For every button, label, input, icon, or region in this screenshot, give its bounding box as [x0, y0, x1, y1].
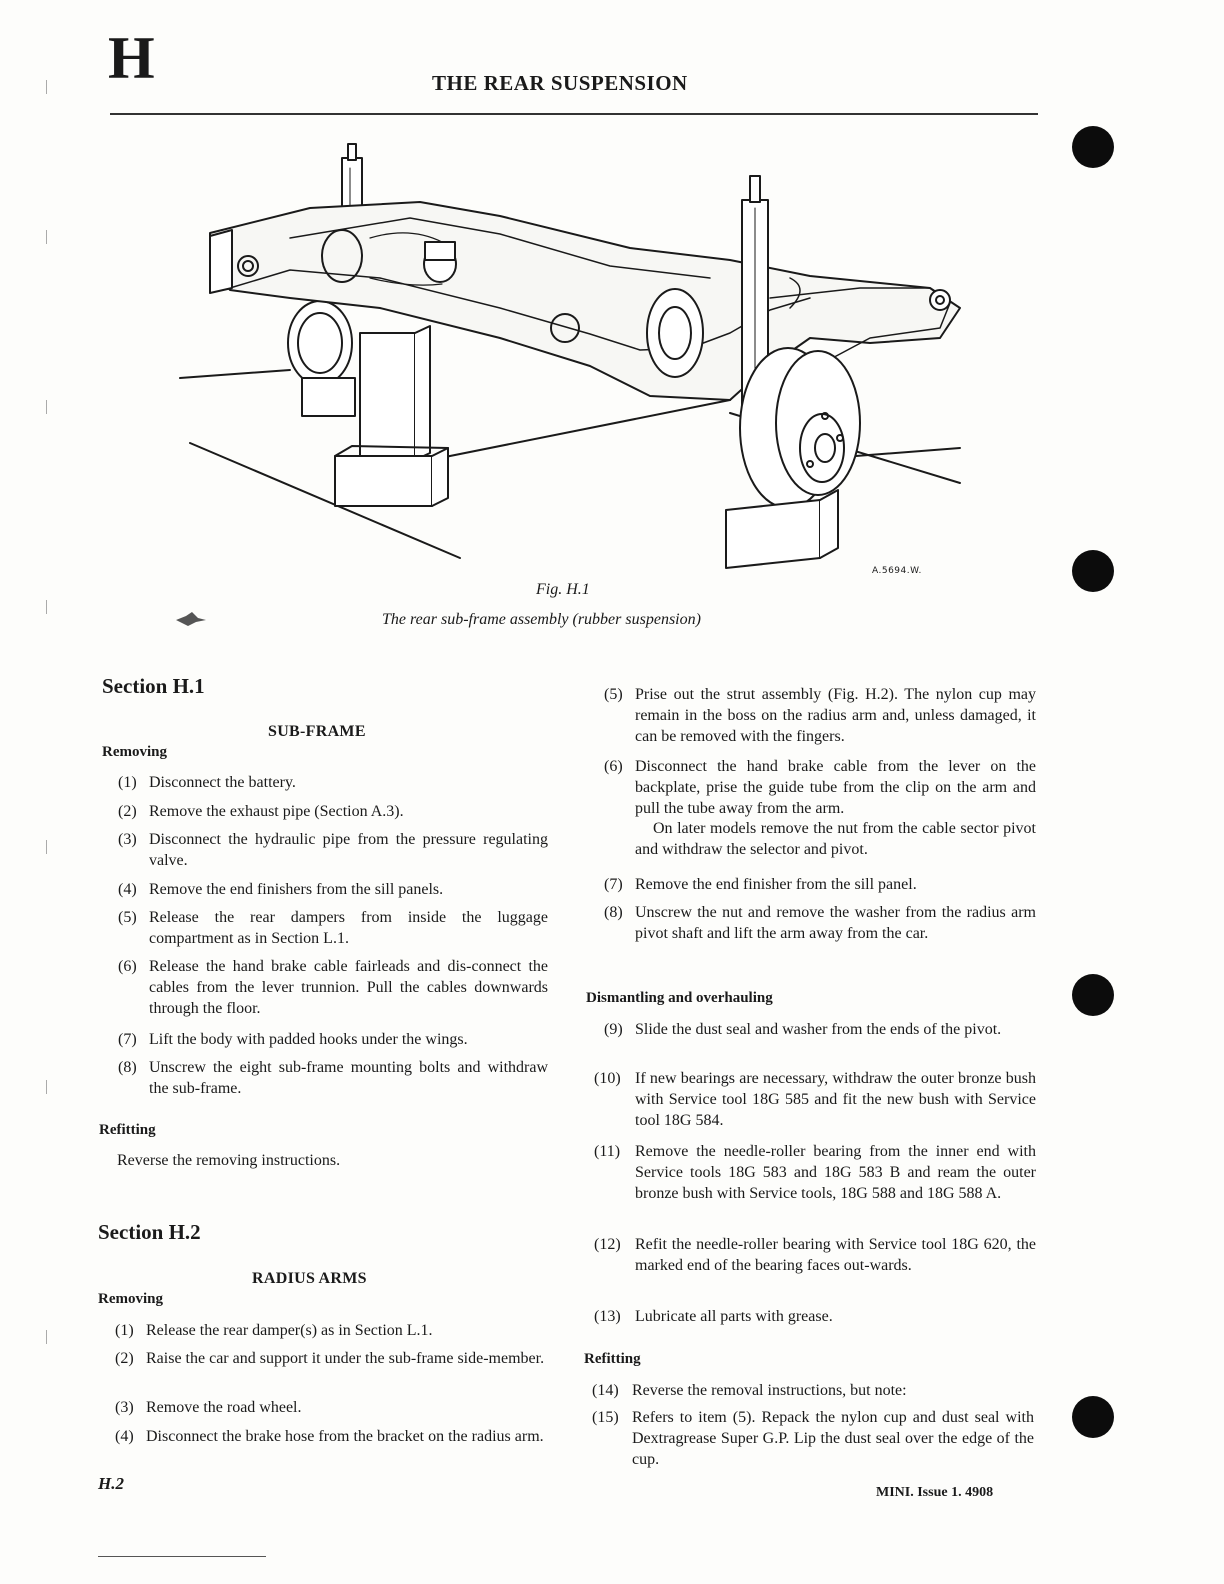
section-h2-subheading: RADIUS ARMS — [252, 1270, 367, 1287]
figure-label: Fig. H.1 — [536, 581, 590, 598]
smudge-mark — [172, 608, 212, 628]
footer-issue: MINI. Issue 1. 4908 — [876, 1485, 994, 1500]
header-rule — [110, 113, 1038, 115]
refitting-text: Reverse the removing instructions. — [117, 1152, 341, 1169]
punch-hole — [1072, 974, 1114, 1016]
punch-hole — [1072, 126, 1114, 168]
figure-caption: The rear sub-frame assembly (rubber suspension) — [382, 611, 701, 628]
bottom-rule — [98, 1556, 266, 1557]
page-number: H.2 — [98, 1474, 124, 1493]
dismantling-label: Dismantling and overhauling — [586, 990, 773, 1006]
refitting-label: Refitting — [99, 1122, 156, 1138]
section-h2-heading: Section H.2 — [98, 1220, 201, 1244]
page-title: THE REAR SUSPENSION — [432, 71, 688, 95]
rear-subframe-illustration — [170, 138, 970, 578]
section-h1-heading: Section H.1 — [102, 674, 205, 698]
punch-hole — [1072, 1396, 1114, 1438]
section-h1-subheading: SUB-FRAME — [268, 723, 366, 740]
section-letter: H — [108, 25, 155, 91]
margin-marks — [46, 80, 48, 1460]
punch-hole — [1072, 550, 1114, 592]
right-refitting-label: Refitting — [584, 1351, 641, 1367]
removing-label: Removing — [102, 744, 167, 760]
h2-removing-label: Removing — [98, 1291, 163, 1307]
figure-code: A.5694.W. — [872, 566, 922, 576]
